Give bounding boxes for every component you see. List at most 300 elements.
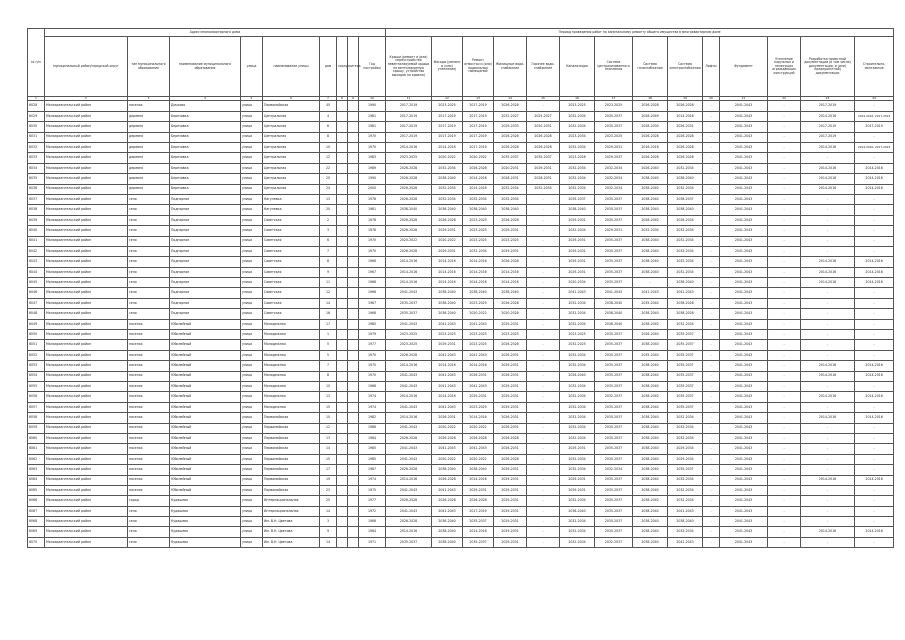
table-cell: - [801, 537, 855, 547]
table-cell: - [703, 350, 720, 360]
table-cell [348, 454, 359, 464]
table-cell: - [768, 381, 801, 391]
table-cell: 2029-2031 [432, 226, 463, 236]
table-cell: 2017-2019 [386, 132, 432, 142]
table-cell [348, 340, 359, 350]
table-cell: 14 [320, 444, 337, 454]
table-cell [348, 101, 359, 111]
table-cell: улица [241, 205, 263, 215]
table-cell: - [703, 163, 720, 173]
table-cell: 2029-2033 [494, 122, 527, 132]
table-cell: 2041-2043 [432, 350, 463, 360]
table-cell: - [703, 361, 720, 371]
table-cell: улица [241, 475, 263, 485]
table-cell: улица [241, 454, 263, 464]
table-cell: 2014-2016 [801, 257, 855, 267]
table-cell: - [703, 122, 720, 132]
table-cell: 13 [320, 433, 337, 443]
table-cell: поселок [128, 465, 170, 475]
table-cell: 2041-2043 [386, 402, 432, 412]
table-cell [348, 506, 359, 516]
table-cell: - [527, 319, 560, 329]
table-cell: - [801, 215, 855, 225]
table-cell: Первомайская [263, 413, 320, 423]
column-header: Разработка проектной документации (в том числе) документации, и (или) предпроектной) документации [801, 37, 855, 97]
table-cell: - [855, 194, 894, 204]
table-cell: 2041-2043 [720, 330, 768, 340]
table-cell: 1982 [359, 413, 386, 423]
table-row [28, 267, 894, 277]
table-cell: - [768, 402, 801, 412]
table-cell: - [703, 496, 720, 506]
column-number: 13 [463, 97, 494, 101]
table-cell: 2023-2025 [494, 236, 527, 246]
table-cell: 2014-2016 [386, 392, 432, 402]
table-cell: - [801, 330, 855, 340]
table-cell: 2032-2034 [595, 174, 633, 184]
table-cell: Малоархангельский район [45, 267, 128, 277]
table-cell [337, 226, 348, 236]
table-cell: село [128, 205, 170, 215]
table-cell: 2029-2031 [560, 475, 595, 485]
table-cell: 2041-2043 [720, 215, 768, 225]
table-cell: 6045 [28, 278, 45, 288]
table-cell [348, 215, 359, 225]
table-row [28, 246, 894, 256]
table-cell: - [768, 527, 801, 537]
table-cell: 2 [320, 215, 337, 225]
table-cell: 2029-2031 [560, 215, 595, 225]
table-cell [348, 174, 359, 184]
table-cell: 2023-2025 [463, 330, 494, 340]
table-cell: улица [241, 361, 263, 371]
table-cell: 3 [320, 517, 337, 527]
table-cell: 2014-2016 [432, 267, 463, 277]
table-cell: деревня [128, 132, 170, 142]
table-cell: - [768, 122, 801, 132]
table-cell: Юбилейный [170, 340, 241, 350]
table-cell: 2014-2016 [432, 257, 463, 267]
table-cell: - [527, 101, 560, 111]
table-cell: Советская [263, 236, 320, 246]
table-cell: - [527, 392, 560, 402]
table-cell: поселок [128, 361, 170, 371]
table-cell: Первомайская [263, 465, 320, 475]
table-cell: Кагулевка [263, 205, 320, 215]
table-cell: 2032-2034 [595, 163, 633, 173]
table-cell: 1986 [359, 423, 386, 433]
table-cell: улица [241, 101, 263, 111]
table-cell: 2014-2016 [463, 475, 494, 485]
table-cell: 2041-2043 [720, 454, 768, 464]
table-cell [337, 194, 348, 204]
table-cell: 2032-2034 [668, 527, 703, 537]
table-row [28, 288, 894, 298]
table-cell: Малоархангельский район [45, 174, 128, 184]
table-cell: поселок [128, 423, 170, 433]
column-number: 9 [348, 97, 359, 101]
table-cell: село [128, 537, 170, 547]
table-cell [348, 246, 359, 256]
table-cell [348, 153, 359, 163]
table-row [28, 132, 894, 142]
table-cell: 2032-2034 [560, 309, 595, 319]
table-cell: - [768, 340, 801, 350]
table-cell: 2041-2043 [432, 506, 463, 516]
table-cell: 2026-2028 [463, 496, 494, 506]
table-cell: - [768, 454, 801, 464]
table-cell: 2041-2043 [720, 392, 768, 402]
table-cell: 2029-2031 [595, 226, 633, 236]
table-cell: - [703, 381, 720, 391]
table-cell: 2014-2016 [432, 392, 463, 402]
table-cell [337, 309, 348, 319]
table-row [28, 330, 894, 340]
table-cell: 2041-2043 [720, 433, 768, 443]
table-cell [337, 319, 348, 329]
table-cell: 6050 [28, 330, 45, 340]
table-cell: 6053 [28, 361, 45, 371]
table-row [28, 340, 894, 350]
table-cell: 2038-2040 [633, 496, 668, 506]
table-cell: - [768, 143, 801, 153]
column-header: литера [348, 37, 359, 97]
column-number: 6 [263, 97, 320, 101]
table-cell: 2014-2016 [463, 413, 494, 423]
column-header: корпус [337, 37, 348, 97]
table-cell: 2041-2043 [560, 288, 595, 298]
table-cell: 2014-2016 [463, 184, 494, 194]
table-cell [348, 485, 359, 495]
table-cell: 2035-2037 [595, 267, 633, 277]
table-header [28, 29, 894, 101]
table-cell: 6067 [28, 506, 45, 516]
table-cell: 1981 [359, 122, 386, 132]
table-cell: - [527, 278, 560, 288]
table-cell: 2014-2016 [801, 111, 855, 121]
table-cell: 2038-2040 [633, 205, 668, 215]
table-cell: 1990 [359, 174, 386, 184]
table-cell: - [527, 506, 560, 516]
table-cell: 2041-2043 [720, 174, 768, 184]
table-cell: 17 [320, 319, 337, 329]
table-cell: Малоархангельский район [45, 184, 128, 194]
table-cell [337, 475, 348, 485]
table-cell: поселок [128, 381, 170, 391]
column-header: Система электроснабжения [668, 37, 703, 97]
table-cell: 2026-2040 [633, 163, 668, 173]
table-cell: 6048 [28, 309, 45, 319]
table-cell: Юбилейный [170, 454, 241, 464]
table-cell [348, 392, 359, 402]
table-cell: Советская [263, 278, 320, 288]
table-cell: 2041-2043 [595, 288, 633, 298]
table-cell: - [527, 475, 560, 485]
table-cell: 2026-2031 [668, 122, 703, 132]
table-cell: 10 [320, 413, 337, 423]
table-cell: село [128, 506, 170, 516]
table-cell: улица [241, 132, 263, 142]
table-cell: 2014-2016 [463, 267, 494, 277]
table-cell: 14 [320, 537, 337, 547]
table-cell: - [703, 153, 720, 163]
table-cell: - [855, 205, 894, 215]
table-cell: 2026-2028 [494, 257, 527, 267]
table-cell: 2035-2037 [560, 194, 595, 204]
table-cell: - [527, 236, 560, 246]
table-cell: улица [241, 278, 263, 288]
table-cell: 2029-2031 [560, 236, 595, 246]
table-cell: 2032-2034 [432, 163, 463, 173]
table-cell: 2029-2031 [527, 163, 560, 173]
table-cell [337, 132, 348, 142]
table-cell: 2035-2037 [668, 330, 703, 340]
table-cell: Им. В.Н. Цветова [263, 527, 320, 537]
table-cell: 2041-2043 [720, 361, 768, 371]
table-cell: 2026-2040 [633, 330, 668, 340]
table-cell: 2026-2028 [432, 475, 463, 485]
table-cell: - [527, 246, 560, 256]
table-cell: - [703, 527, 720, 537]
table-cell: 2014-2016 [855, 361, 894, 371]
table-cell: 12 [320, 288, 337, 298]
table-cell: улица [241, 215, 263, 225]
table-cell: 2023-2025 [463, 215, 494, 225]
table-cell: Подгорное [170, 309, 241, 319]
table-cell [348, 527, 359, 537]
table-cell: 2023-2025 [463, 298, 494, 308]
column-header: Фундамент [720, 37, 768, 97]
table-cell: Юбилейный [170, 350, 241, 360]
table-cell: - [527, 402, 560, 412]
table-cell: 2017-2019 [463, 506, 494, 516]
table-cell: Молодежная [263, 340, 320, 350]
table-cell: - [801, 298, 855, 308]
table-cell: 2041-2043 [720, 496, 768, 506]
column-header: тип муниципального образования [128, 37, 170, 97]
table-cell: 6037 [28, 194, 45, 204]
table-cell: 6068 [28, 517, 45, 527]
table-row [28, 194, 894, 204]
table-cell: 2038-2040 [432, 288, 463, 298]
table-cell: - [855, 454, 894, 464]
table-cell: 2035-2037 [595, 475, 633, 485]
table-cell: 2032-2034 [668, 423, 703, 433]
table-cell: 2017-2019 [432, 122, 463, 132]
table-cell: 2014-2016 [386, 143, 432, 153]
table-cell: - [703, 236, 720, 246]
table-cell: Малоархангельский район [45, 153, 128, 163]
table-cell [348, 433, 359, 443]
table-cell: 6028 [28, 101, 45, 111]
table-cell [337, 506, 348, 516]
table-cell: - [527, 267, 560, 277]
table-cell: 2032-2034 [560, 392, 595, 402]
table-cell: 2041-2043 [720, 423, 768, 433]
table-cell [348, 309, 359, 319]
table-cell: - [768, 194, 801, 204]
table-cell: 2032-2034 [633, 226, 668, 236]
table-cell: - [801, 246, 855, 256]
table-cell: 2032-2034 [668, 236, 703, 246]
column-header: Канализация [560, 37, 595, 97]
table-cell: Малоархангельский район [45, 205, 128, 215]
table-cell: 2014-2016 [801, 475, 855, 485]
table-cell: 2026-2028 [386, 350, 432, 360]
table-cell: 2026-2028 [494, 340, 527, 350]
table-cell: 2032-2034 [560, 298, 595, 308]
table-cell: - [801, 506, 855, 516]
table-cell: - [703, 330, 720, 340]
table-cell: улица [241, 527, 263, 537]
table-cell: 2035-2037 [668, 402, 703, 412]
column-header: Фасады (ремонт и (или) утепление) [432, 37, 463, 97]
table-cell: Малоархангельский район [45, 122, 128, 132]
table-cell: 2029-2031 [494, 537, 527, 547]
table-cell: 2041-2043 [720, 194, 768, 204]
table-cell: Интернациональная [263, 506, 320, 516]
table-cell: 2020-2031 [527, 122, 560, 132]
table-cell: - [855, 465, 894, 475]
table-cell: 11 [320, 278, 337, 288]
table-cell [337, 413, 348, 423]
table-cell: 2038-2040 [633, 413, 668, 423]
column-number: 23 [801, 97, 855, 101]
table-cell: - [768, 485, 801, 495]
table-cell: 2038-2040 [432, 517, 463, 527]
table-cell: улица [241, 330, 263, 340]
table-cell: 2035-2037 [595, 122, 633, 132]
table-cell: Им. В.Н. Цветова [263, 537, 320, 547]
table-cell: улица [241, 153, 263, 163]
table-cell: Малоархангельский район [45, 537, 128, 547]
table-cell: Малоархангельский район [45, 423, 128, 433]
table-cell: 2026-2028 [668, 101, 703, 111]
table-cell: - [527, 454, 560, 464]
table-cell: 2017-2019 [386, 122, 432, 132]
column-number: 12 [432, 97, 463, 101]
column-number: 19 [668, 97, 703, 101]
table-cell: Березовка [170, 163, 241, 173]
table-cell: 2038-2040 [595, 298, 633, 308]
table-cell: - [801, 496, 855, 506]
table-cell: 4 [320, 111, 337, 121]
table-cell: 2029-2031 [494, 361, 527, 371]
table-cell: 2038-2040 [432, 527, 463, 537]
table-cell: 2038-2040 [432, 174, 463, 184]
table-cell: Юбилейный [170, 475, 241, 485]
table-cell: Юбилейный [170, 413, 241, 423]
table-cell: 2038-2028 [668, 309, 703, 319]
table-cell: улица [241, 423, 263, 433]
table-cell: 1990 [359, 101, 386, 111]
table-cell: - [855, 381, 894, 391]
table-cell: 2035-2037 [595, 111, 633, 121]
table-row [28, 205, 894, 215]
table-row [28, 153, 894, 163]
table-cell: Интернациональная [263, 496, 320, 506]
table-cell: Первомайская [263, 423, 320, 433]
table-cell: улица [241, 246, 263, 256]
table-cell: 6051 [28, 340, 45, 350]
table-cell: 2032-2034 [668, 433, 703, 443]
column-header: Система газоснабжения [633, 37, 668, 97]
table-cell: 2038-2040 [633, 423, 668, 433]
table-cell: 2014-2016, 2017-2019 [855, 111, 894, 121]
table-cell: - [855, 340, 894, 350]
table-cell: улица [241, 298, 263, 308]
table-cell: - [703, 309, 720, 319]
table-cell: Центральная [263, 153, 320, 163]
table-cell: Юбилейный [170, 402, 241, 412]
table-cell: 2017-2019 [463, 143, 494, 153]
table-cell: 6039 [28, 215, 45, 225]
table-cell: 3 [320, 226, 337, 236]
table-cell: - [527, 465, 560, 475]
table-cell: - [703, 475, 720, 485]
table-cell: - [703, 132, 720, 142]
table-cell: 2032-2034 [560, 143, 595, 153]
table-cell: Малоархангельский район [45, 111, 128, 121]
table-cell: 12 [320, 423, 337, 433]
table-cell: 2035-2037 [595, 361, 633, 371]
table-cell: улица [241, 517, 263, 527]
table-cell: Малоархангельский район [45, 330, 128, 340]
table-cell: 2029-2031 [494, 319, 527, 329]
table-cell: Березовка [170, 184, 241, 194]
table-cell: 2023-2025 [432, 330, 463, 340]
table-cell: 2026-2031 [494, 350, 527, 360]
table-cell: 2038-2040 [633, 465, 668, 475]
table-cell: 6042 [28, 246, 45, 256]
table-cell: 1983 [359, 153, 386, 163]
table-cell: 2029-2031 [560, 444, 595, 454]
table-cell: 1970 [359, 236, 386, 246]
table-cell: 1966 [359, 288, 386, 298]
table-cell: 2032-2034 [560, 319, 595, 329]
table-cell: 6060 [28, 433, 45, 443]
table-row [28, 215, 894, 225]
table-cell: 1974 [359, 475, 386, 485]
table-cell: 2026-2031 [494, 444, 527, 454]
table-cell: 2026-2028 [494, 454, 527, 464]
table-cell: 2014-2016 [432, 143, 463, 153]
table-cell: 2035-2037 [595, 330, 633, 340]
table-cell: улица [241, 111, 263, 121]
table-cell: - [768, 111, 801, 121]
table-cell: поселок [128, 444, 170, 454]
table-cell: 2041-2043 [386, 423, 432, 433]
table-cell: 6034 [28, 163, 45, 173]
table-cell: Советская [263, 288, 320, 298]
table-cell: Малоархангельский район [45, 246, 128, 256]
table-cell: 2029-2031 [494, 527, 527, 537]
column-header: Жилищные водо-снабжение [494, 37, 527, 97]
column-number: 5 [241, 97, 263, 101]
table-cell: 2020-2031 [494, 163, 527, 173]
table-cell: 6063 [28, 465, 45, 475]
table-cell: 2032-2034 [527, 184, 560, 194]
table-cell: - [527, 444, 560, 454]
table-cell: - [855, 350, 894, 360]
table-cell: 2038-2040 [432, 465, 463, 475]
table-cell: 2014-2016 [386, 278, 432, 288]
table-cell: 2041-2043 [720, 350, 768, 360]
table-cell: Малоархангельский район [45, 413, 128, 423]
table-cell: Первомайская [263, 101, 320, 111]
column-number: 2 [45, 97, 128, 101]
table-cell: 2038-2040 [633, 527, 668, 537]
